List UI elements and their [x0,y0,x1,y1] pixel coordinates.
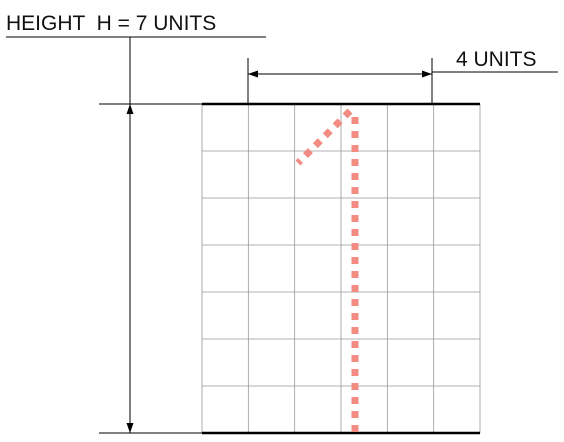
grid [202,104,480,433]
width-label: 4 UNITS [456,48,537,71]
height-label: HEIGHT H = 7 UNITS [6,12,217,35]
numeral-flag [298,111,350,163]
dotted-numeral-one [298,111,355,433]
